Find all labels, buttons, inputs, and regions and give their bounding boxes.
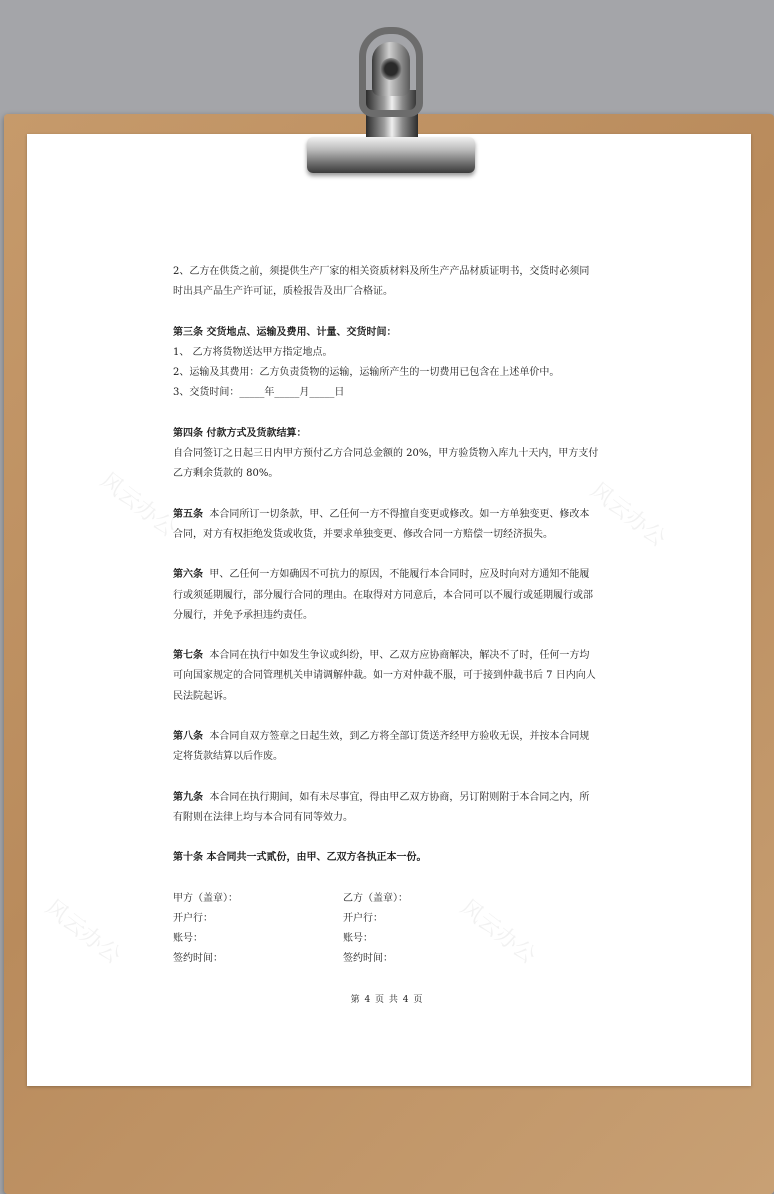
clip-hole bbox=[380, 58, 402, 80]
clause-label: 第六条 bbox=[173, 569, 203, 581]
signature-row bbox=[173, 929, 609, 949]
account-b-label: 账号： bbox=[343, 933, 373, 945]
clause-label: 第八条 bbox=[173, 731, 203, 743]
date-a-label: 签约时间： bbox=[173, 953, 223, 965]
clause-line: 3、交货时间：_____年_____月_____日 bbox=[173, 387, 345, 399]
clause-line: 第九条 本合同在执行期间，如有未尽事宜，得由甲乙双方协商，另订附则附于本合同之内，所 bbox=[173, 791, 590, 803]
clause-line: 民法院起诉。 bbox=[173, 690, 233, 702]
watermark: 风云办公 bbox=[95, 468, 181, 543]
signature-row bbox=[173, 949, 609, 969]
watermark: 风云办公 bbox=[585, 478, 671, 553]
clause-heading: 第十条 本合同共一式贰份，由甲、乙双方各执正本一份。 bbox=[173, 852, 427, 864]
clause-line: 第五条 本合同所订一切条款，甲、乙任何一方不得擅自变更或修改。如一方单独变更、修改本 bbox=[173, 508, 590, 520]
clause-line: 分履行，并免予承担违约责任。 bbox=[173, 609, 313, 621]
party-b-label: 乙方（盖章）： bbox=[343, 892, 408, 904]
contract-body bbox=[173, 262, 609, 970]
clause-line: 可向国家规定的合同管理机关申请调解仲裁。如一方对仲裁不服，可于接到仲裁书后 7 日内向人 bbox=[173, 670, 596, 682]
clause-label: 第九条 bbox=[173, 791, 203, 803]
clip-icon bbox=[307, 137, 475, 173]
clause-line: 定将货款结算以后作废。 bbox=[173, 751, 283, 763]
clause-line: 第八条 本合同自双方签章之日起生效，到乙方将全部订货送齐经甲方验收无误，并按本合同规 bbox=[173, 731, 590, 743]
signature-row bbox=[173, 909, 609, 929]
account-a-label: 账号： bbox=[173, 933, 203, 945]
clause-heading: 第三条 交货地点、运输及费用、计量、交货时间： bbox=[173, 326, 397, 338]
bank-a-label: 开户行： bbox=[173, 912, 213, 924]
clause-label: 第五条 bbox=[173, 508, 203, 520]
page-number: 第 4 页 共 4 页 bbox=[350, 995, 424, 1005]
bank-b-label: 开户行： bbox=[343, 912, 383, 924]
watermark: 风云办公 bbox=[455, 895, 541, 970]
clause-line: 2、运输及其费用：乙方负责货物的运输，运输所产生的一切费用已包含在上述单价中。 bbox=[173, 367, 560, 379]
date-b-label: 签约时间： bbox=[343, 953, 393, 965]
signature-row bbox=[173, 889, 609, 909]
clause-heading: 第四条 付款方式及货款结算： bbox=[173, 427, 307, 439]
clause-label: 第七条 bbox=[173, 650, 203, 662]
clause-line: 2、乙方在供货之前，须提供生产厂家的相关资质材料及所生产产品材质证明书，交货时必须同 bbox=[173, 266, 590, 277]
party-a-label: 甲方（盖章）： bbox=[173, 892, 238, 904]
clause-line: 有附则在法律上均与本合同有同等效力。 bbox=[173, 811, 353, 823]
clause-line: 第六条 甲、乙任何一方如确因不可抗力的原因，不能履行本合同时，应及时向对方通知不能履 bbox=[173, 569, 590, 581]
clause-line: 1、 乙方将货物送达甲方指定地点。 bbox=[173, 346, 333, 358]
clause-line: 行或须延期履行，部分履行合同的理由。在取得对方同意后，本合同可以不履行或延期履行或部 bbox=[173, 589, 593, 601]
watermark: 风云办公 bbox=[40, 895, 126, 970]
clause-line: 乙方剩余货款的 80%。 bbox=[173, 468, 279, 480]
clause-line: 时出具产品生产许可证，质检报告及出厂合格证。 bbox=[173, 286, 393, 298]
clause-line: 第七条 本合同在执行中如发生争议或纠纷，甲、乙双方应协商解决，解决不了时，任何一方均 bbox=[173, 650, 590, 662]
clause-line: 自合同签订之日起三日内甲方预付乙方合同总金额的 20%，甲方验货物入库九十天内，甲方支付 bbox=[173, 448, 599, 460]
clause-line: 合同，对方有权拒绝发货或收货，并要求单独变更、修改合同一方赔偿一切经济损失。 bbox=[173, 528, 553, 540]
